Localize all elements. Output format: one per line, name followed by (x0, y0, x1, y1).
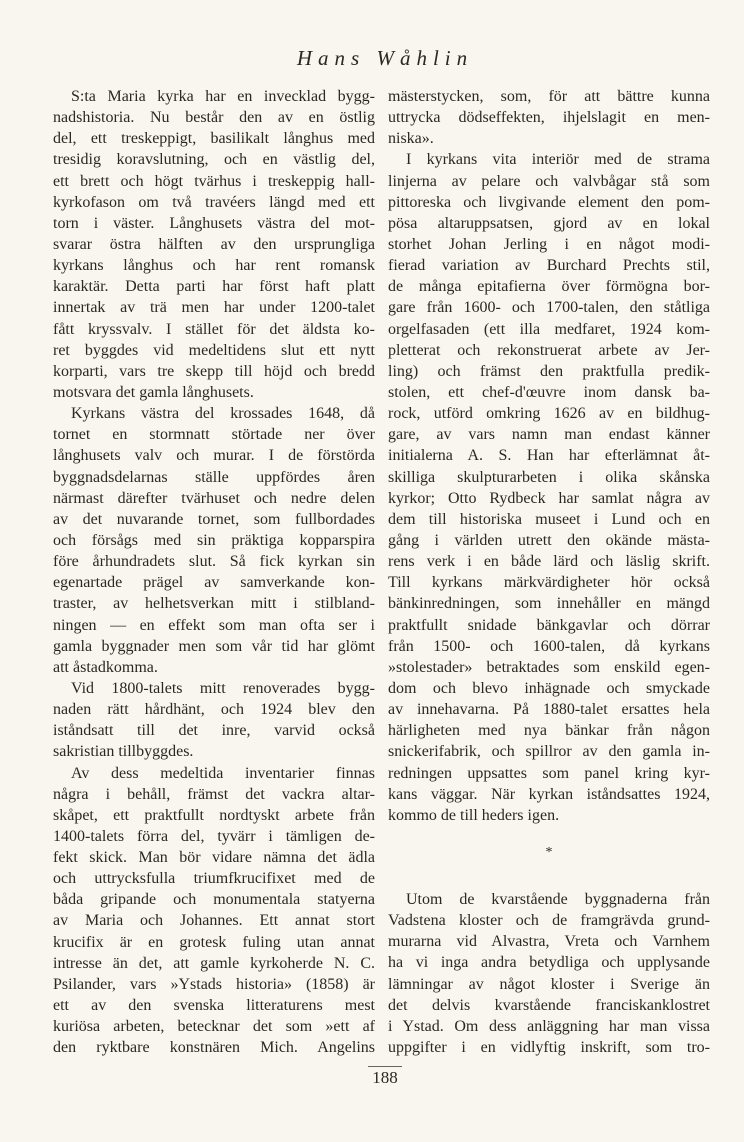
text-line: kuriösa arbeten, betecknar det som »ett af (53, 1018, 375, 1036)
text-line: gamla byggnader men som vår tid har glömt (53, 637, 375, 655)
text-line: Vid 1800-talets mitt renoverades bygg- (71, 679, 375, 697)
text-line: korparti, vars tre skepp till höjd och bredd (53, 362, 375, 380)
text-line: torn i väster. Långhusets västra del mot- (53, 214, 375, 232)
text-line: gång i världen utrett den okände mästa- (388, 531, 710, 549)
text-line: »stolestader» betraktades som enskild egen- (388, 658, 710, 676)
paragraph (53, 678, 375, 763)
text-line: båda gripande och monumentala statyerna (53, 891, 375, 909)
text-line: initialerna A. S. Han har efterlämnat åt- (388, 447, 710, 465)
text-line: rens verk i en både lärd och läslig skrift. (388, 553, 710, 571)
text-line: av Maria och Johannes. Ett annat stort (53, 912, 375, 930)
text-line: ha vi inga andra betydliga och upplysande (388, 954, 710, 972)
page-number: 188 (372, 1068, 398, 1087)
text-line: egenartade prägel av samverkande kon- (53, 574, 375, 592)
text-line: mästerstycken, som, för att bättre kunna (388, 88, 710, 105)
text-line: de många epitafierna över förmögna bor- (388, 278, 710, 296)
text-line: bänkinredningen, som innehåller en mängd (388, 595, 710, 613)
text-line: Av dess medeltida inventarier finnas (71, 764, 375, 782)
text-line: intresse än det, att gamle kyrkoherde N. C. (53, 954, 375, 972)
paragraph (388, 889, 710, 1058)
text-line: orgelfasaden (ett illa medfaret, 1924 kom- (388, 320, 710, 338)
text-line: krucifix är en grotesk fuling utan annat (53, 933, 375, 951)
text-line: dom och blevo inhägnade och smyckade (388, 679, 710, 697)
text-line: lämningar av något kloster i Sverige än (388, 975, 710, 993)
text-line: rock, utförd omkring 1626 av en bildhug- (388, 405, 710, 423)
text-line: S:ta Maria kyrka har en invecklad bygg- (71, 88, 375, 105)
text-line: pösa altaruppsatsen, gjord av en lokal (388, 214, 710, 232)
text-line: ling) och främst den praktfulla predik- (388, 362, 710, 380)
text-line: skilliga skulpturarbeten i olika skånska (388, 468, 710, 486)
text-line: att åstadkomma. (53, 658, 158, 676)
text-line: Till kyrkans märkvärdigheter hör också (388, 574, 710, 592)
paragraph (388, 86, 710, 149)
text-line: gare, av vars namn man endast känner (388, 426, 710, 444)
text-line: närmast därefter tvärhuset och nedre delen (53, 489, 375, 507)
text-line: innertak av trä men har under 1200-talet (53, 299, 375, 317)
text-line: traster, av helhetsverkan mitt i stilbland- (53, 595, 375, 613)
text-line: kyrkor; Otto Rydbeck har samlat några av (388, 489, 710, 507)
text-line: det delvis kvarstående franciskanklostret (388, 996, 710, 1014)
text-line: fått kryssvalv. I stället för det äldsta ko- (53, 320, 375, 338)
text-line: snickerifabrik, och spillror av den gamla in- (388, 743, 710, 761)
text-line: niska». (388, 130, 434, 148)
text-line: Utom de kvarstående byggnaderna från (406, 891, 710, 909)
text-line: murarna vid Alvastra, Vreta och Varnhem (388, 933, 710, 951)
text-line: ett brett och högt tvärhus i treskeppig hall- (53, 172, 375, 190)
text-line: tornet en stormnatt störtade ner över (53, 426, 375, 444)
text-line: 1400-talets förra del, tyvärr i tämligen de- (53, 827, 375, 845)
text-line: Kyrkans västra del krossades 1648, då (71, 405, 375, 423)
text-line: Psilander, vars »Ystads historia» (1858) är (53, 975, 375, 993)
text-line: och försågs med sin präktiga kopparspira (53, 531, 375, 549)
text-line: tresidig koravslutning, och en västlig del, (53, 151, 375, 169)
folio-rule (368, 1066, 402, 1067)
text-line: långhusets valv och murar. I de förstörda (53, 447, 375, 465)
text-line: karaktär. Detta parti har först haft platt (53, 278, 375, 296)
text-line: av det nuvarande tornet, som fullbordades (53, 510, 375, 528)
text-line: ret byggdes vid medeltidens slut ett nytt (53, 341, 375, 359)
text-line: fekt skick. Man bör vidare nämna det ädla (53, 849, 375, 867)
text-line: och uttrycksfulla triumfkrucifixet med de (53, 870, 375, 888)
text-line: del, ett treskeppigt, basilikalt långhus med (53, 130, 375, 148)
text-line: ett av den svenska litteraturens mest (53, 997, 375, 1015)
text-line: linjerna av pelare och valvbågar stå som (388, 172, 710, 190)
text-line: kyrkofason om två travéers längd med ett (53, 193, 375, 211)
text-line: kommo de till heders igen. (388, 806, 560, 824)
text-line: fierad variation av Burchard Prechts stil, (388, 257, 710, 275)
text-line: sakristian tillbyggdes. (53, 743, 194, 761)
paragraph (388, 149, 710, 826)
text-line: pletterat och rekonstruerat arbete av Jer- (388, 341, 710, 359)
text-line: dem till historiska museet i Lund och en (388, 510, 710, 528)
text-line: byggnadsdelarnas ställe uppfördes åren (53, 468, 375, 486)
text-line: kyrkans långhus och har rent romansk (53, 257, 375, 275)
text-line: praktfullt snidade bänkgavlar och dörrar (388, 616, 710, 634)
paragraph (53, 86, 375, 403)
left-column (53, 86, 375, 1058)
text-line: skåpet, ett praktfullt nordtyskt arbete från (53, 806, 375, 824)
text-line: stolen, ett chef-d'œuvre inom dansk ba- (388, 383, 710, 401)
right-column (388, 86, 710, 1058)
text-line: av innehavarna. På 1880-talet ersattes hela (388, 701, 710, 719)
text-line: storhet Johan Jerling i en något modi- (388, 235, 710, 253)
text-line: härligheten med nya bänkar från någon (388, 722, 710, 740)
text-line: ningen — en effekt som man ofta ser i (53, 616, 375, 634)
text-line: från 1500- och 1600-talen, då kyrkans (388, 637, 710, 655)
running-head: Hans Wåhlin (296, 46, 474, 70)
text-line: motsvara det gamla långhusets. (53, 383, 254, 401)
text-line: uppgifter i en vidlyftig inskrift, som tro- (388, 1039, 710, 1057)
text-line: före århundradets slut. Så fick kyrkan sin (53, 553, 375, 571)
paragraph (53, 403, 375, 678)
text-line: kans väggar. När kyrkan iståndsattes 1924, (388, 785, 710, 803)
text-line: I kyrkans vita interiör med de strama (406, 151, 710, 169)
text-line: naden rätt hårdhänt, och 1924 blev den (53, 701, 375, 719)
text-line: några i behåll, främst det vackra altar- (53, 785, 375, 803)
text-line: uttrycka dödseffekten, ihjelslagit en men- (388, 109, 710, 127)
text-line: Vadstena kloster och de framgrävda grund- (388, 912, 710, 930)
paragraph (53, 763, 375, 1059)
text-line: den ryktbare konstnären Mich. Angelins (53, 1039, 375, 1057)
text-line: redningen uppsattes som panel kring kyr- (388, 764, 710, 782)
text-line: nadshistoria. Nu består den av en östlig (53, 109, 375, 127)
text-line: pittoreska och livgivande element den pom- (388, 193, 710, 211)
text-line: svarar östra hälften av den ursprungliga (53, 235, 375, 253)
text-line: iståndsatt till det inre, varvid också (53, 722, 375, 740)
section-separator: * (545, 844, 553, 860)
text-line: gare från 1600- och 1700-talen, den ståtliga (388, 299, 710, 317)
text-line: i Ystad. Om dess anläggning har man vissa (388, 1017, 710, 1035)
